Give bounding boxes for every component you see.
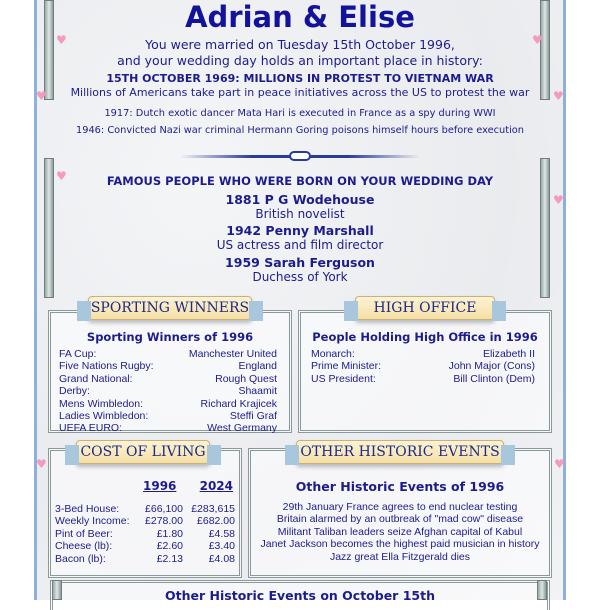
cost-table (55, 503, 235, 565)
famous-name-1: 1881 P G Wodehouse (225, 192, 375, 207)
famous-name-2: 1942 Penny Marshall (226, 223, 374, 238)
table-row: Prime Minister: John Major (Cons) (311, 360, 535, 373)
headline-title: 15TH OCTOBER 1969: MILLIONS IN PROTEST TO VIETNAM WAR (106, 72, 494, 85)
heart-icon: ♥ (36, 457, 47, 471)
list-item: 29th January France agrees to end nuclear testing (282, 501, 518, 513)
high-office-banner: HIGH OFFICE (355, 296, 495, 320)
divider-ornament (289, 151, 311, 161)
heart-icon: ♥ (554, 457, 565, 471)
table-row: Pint of Beer: £1.80 £4.58 (55, 527, 235, 540)
heart-icon: ♥ (553, 193, 564, 207)
sporting-winners-box (48, 310, 292, 433)
heart-icon: ♥ (56, 33, 67, 47)
couple-names: Adrian & Elise (185, 0, 415, 34)
office-heading: People Holding High Office in 1996 (312, 330, 538, 344)
heart-icon: ♥ (56, 169, 67, 183)
list-item: Britain alarmed by an outbreak of "mad cow" disease (276, 513, 524, 526)
table-row: Bacon (lb): £2.13 £4.08 (55, 552, 235, 565)
october-events-heading: Other Historic Events on October 15th (165, 588, 435, 603)
table-row: Cheese (lb): £2.60 £3.40 (55, 540, 235, 553)
list-item: Janet Jackson becomes the highest paid musician in history (260, 538, 540, 551)
heart-icon: ♥ (553, 89, 564, 103)
other-events-heading: Other Historic Events of 1996 (295, 479, 505, 494)
table-row: Grand National: Rough Quest (59, 372, 277, 385)
event-1946: 1946: Convicted Nazi war criminal Hermann Goring poisons himself hours before execution (75, 125, 525, 136)
table-row: Monarch: Elizabeth II (311, 348, 535, 360)
high-office-box (298, 310, 552, 433)
other-events-banner: OTHER HISTORIC EVENTS (296, 440, 504, 464)
list-item: Militant Taliban leaders seize Afghan capital of Kabul (277, 525, 523, 538)
cost-years-header: 1996 2024 (143, 479, 233, 493)
table-row: 3-Bed House: £66,100 £283,615 (55, 503, 235, 515)
famous-desc-2: US actress and film director (216, 238, 384, 252)
event-1917: 1917: Dutch exotic dancer Mata Hari is executed in France as a spy during WWI (104, 108, 496, 119)
headline-text: Millions of Americans take part in peace initiatives across the US to protest the war (70, 86, 530, 99)
table-row: Five Nations Rugby: England (59, 360, 277, 373)
list-item: Jazz great Ella Fitzgerald dies (329, 550, 471, 563)
famous-desc-1: British novelist (255, 207, 345, 221)
famous-desc-3: Duchess of York (252, 270, 348, 284)
sporting-heading: Sporting Winners of 1996 (86, 330, 254, 344)
cost-of-living-box (48, 448, 242, 578)
intro-line-1: You were married on Tuesday 15th October 1996, (145, 37, 455, 52)
table-row: US President: Bill Clinton (Dem) (311, 372, 535, 385)
table-row: Derby: Shaamit (59, 385, 277, 398)
table-row: Mens Wimbledon: Richard Krajicek (59, 397, 277, 410)
famous-heading: FAMOUS PEOPLE WHO WERE BORN ON YOUR WEDDING DAY (106, 174, 494, 188)
famous-name-3: 1959 Sarah Ferguson (225, 255, 375, 270)
sporting-banner: SPORTING WINNERS (88, 296, 252, 320)
table-row: UEFA EURO: West Germany (59, 422, 277, 435)
intro-line-2: and your wedding day holds an important place in history: (117, 53, 483, 68)
table-row: FA Cup: Manchester United (59, 348, 277, 360)
other-events-box (248, 448, 552, 578)
table-row: Weekly Income: £278.00 £682.00 (55, 515, 235, 528)
heart-icon: ♥ (532, 33, 543, 47)
table-row: Ladies Wimbledon: Steffi Graf (59, 410, 277, 423)
heart-icon: ♥ (36, 89, 47, 103)
cost-of-living-banner: COST OF LIVING (76, 440, 210, 464)
